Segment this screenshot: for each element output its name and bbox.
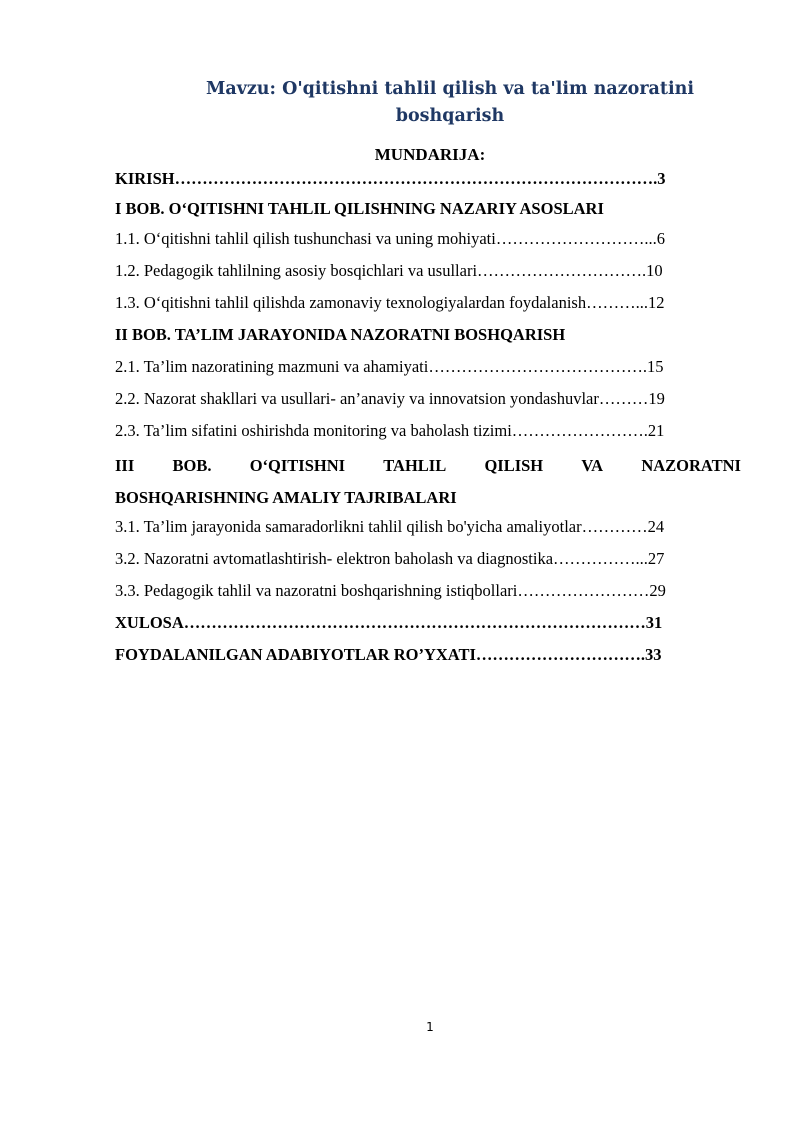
chapter-3-word: BOB.	[172, 456, 212, 475]
toc-entry-3-2: 3.2. Nazoratni avtomatlashtirish- elektron baholash va diagnostika……………...27	[115, 549, 665, 568]
toc-entry-1-2: 1.2. Pedagogik tahlilning asosiy bosqichlari va usullari………………………….10	[115, 261, 663, 280]
toc-entry-kirish: KIRISH…………………………………………………………………………….3	[115, 169, 666, 188]
chapter-3-word: NAZORATNI	[641, 456, 741, 475]
toc-chapter-2: II BOB. TA’LIM JARAYONIDA NAZORATNI BOSHQARISH	[115, 325, 566, 344]
toc-chapter-3-line1	[115, 450, 741, 482]
chapter-3-word: III	[115, 456, 135, 475]
topic-title-line2: boshqarish	[395, 106, 505, 126]
toc-entry-1-3: 1.3. O‘qitishni tahlil qilishda zamonaviy texnologiyalardan foydalanish………...12	[115, 293, 665, 312]
toc-entry-2-2: 2.2. Nazorat shakllari va usullari- an’anaviy va innovatsion yondashuvlar………19	[115, 389, 665, 408]
toc-chapter-1: I BOB. O‘QITISHNI TAHLIL QILISHNING NAZARIY ASOSLARI	[115, 199, 604, 218]
toc-entry-3-3: 3.3. Pedagogik tahlil va nazoratni boshqarishning istiqbollari……………………29	[115, 581, 666, 600]
toc-entry-2-3: 2.3. Ta’lim sifatini oshirishda monitoring va baholash tizimi…………………….21	[115, 421, 665, 440]
chapter-3-word: O‘QITISHNI	[249, 456, 346, 475]
toc-entry-3-1: 3.1. Ta’lim jarayonida samaradorlikni tahlil qilish bo'yicha amaliyotlar…………24	[115, 517, 665, 536]
page-number: 1	[426, 1020, 434, 1034]
chapter-3-word: QILISH	[484, 456, 544, 475]
toc-entry-xulosa: XULOSA…………………………………………………………………………31	[115, 613, 663, 632]
table-of-contents	[115, 166, 741, 674]
toc-chapter-3	[115, 450, 741, 514]
topic-title-line1: Mavzu: O'qitishni tahlil qilish va ta'lim nazoratini	[205, 79, 694, 99]
toc-chapter-3-line2: BOSHQARISHNING AMALIY TAJRIBALARI	[115, 488, 457, 507]
chapter-3-word: TAHLIL	[383, 456, 447, 475]
chapter-3-word: VA	[581, 456, 604, 475]
toc-entry-adabiyotlar: FOYDALANILGAN ADABIYOTLAR RO’YXATI………………………….33	[115, 645, 662, 664]
toc-entry-2-1: 2.1. Ta’lim nazoratining mazmuni va ahamiyati………………………………….15	[115, 357, 664, 376]
toc-entry-1-1: 1.1. O‘qitishni tahlil qilish tushunchasi va uning mohiyati………………………...6	[115, 229, 665, 248]
topic-title	[200, 76, 700, 130]
toc-heading: MUNDARIJA:	[374, 145, 486, 164]
